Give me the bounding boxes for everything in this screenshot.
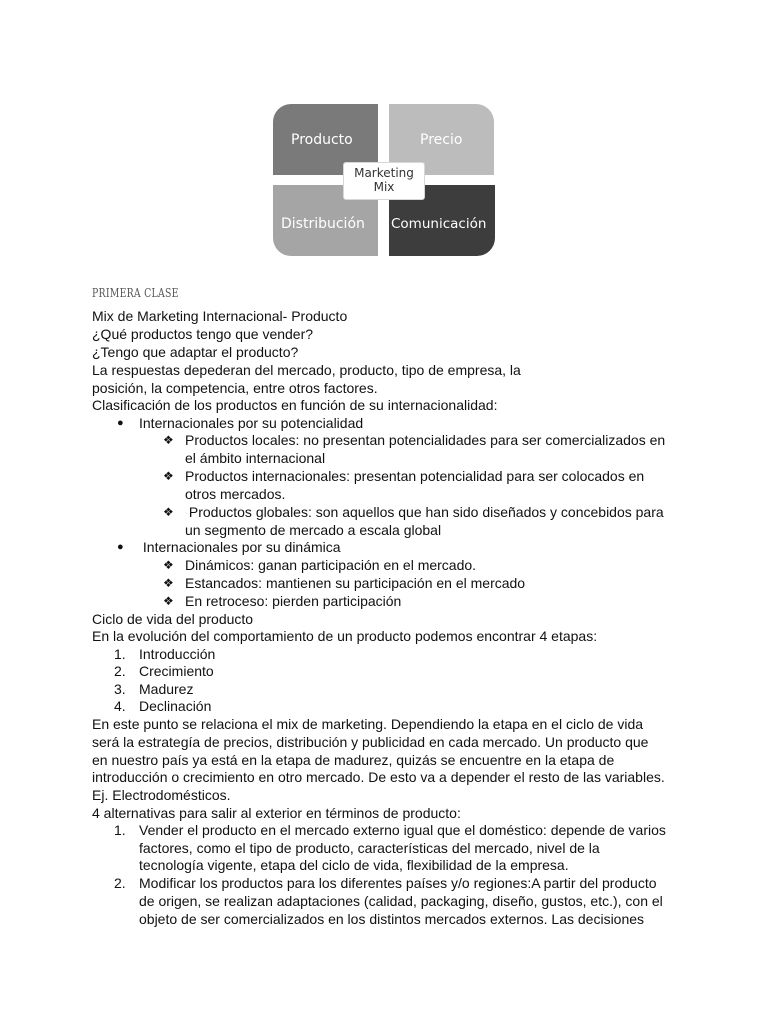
sub-item-line: En retroceso: pierden participación [185, 593, 402, 609]
alternative-line: factores, como el tipo de producto, características del mercado, nivel de la [139, 840, 600, 856]
alternative-line: objeto de ser comercializados en los distintos mercados externos. Las decisiones [139, 911, 645, 927]
sub-item-line: Productos internacionales: presentan potencialidad para ser colocados en [185, 468, 645, 484]
bullet-diamond: ❖ [163, 594, 174, 608]
paragraph-line: En este punto se relaciona el mix de marketing. Dependiendo la etapa en el ciclo de vida [92, 716, 644, 732]
list-number: 2. [114, 875, 126, 891]
sub-item-line: Productos locales: no presentan potencialidades para ser comercializados en [185, 432, 666, 448]
center-line: Marketing [354, 166, 414, 180]
alternative-line: de origen, se realizan adaptaciones (calidad, packaging, diseño, gustos, etc.), con el [139, 893, 663, 909]
quadrant-label: Distribución [281, 216, 365, 232]
paragraph-line: Ej. Electrodomésticos. [92, 787, 231, 803]
list-number: 1. [114, 822, 126, 838]
intro-line: posición, la competencia, entre otros factores. [92, 380, 378, 396]
alternative-line: Modificar los productos para los diferentes países y/o regiones:A partir del producto [139, 875, 657, 891]
alternative-line: Vender el producto en el mercado externo igual que el doméstico: depende de varios [139, 822, 666, 838]
list-number: 4. [114, 698, 126, 714]
bullet-diamond: ❖ [163, 505, 174, 519]
intro-line: Mix de Marketing Internacional- Producto [92, 308, 348, 324]
paragraph-line: será la estrategía de precios, distribución y publicidad en cada mercado. Un producto que [92, 734, 649, 750]
list-item-title: Internacionales por su potencialidad [139, 415, 364, 431]
sub-item-line: Dinámicos: ganan participación en el mercado. [185, 557, 477, 573]
sub-item-line: otros mercados. [185, 486, 286, 502]
list-number: 2. [114, 663, 126, 679]
paragraph-line: 4 alternativas para salir al exterior en términos de producto: [92, 805, 461, 821]
stage-item: Declinación [139, 698, 212, 714]
bullet-diamond: ❖ [163, 433, 174, 447]
list-number: 3. [114, 681, 126, 697]
section-title: Ciclo de vida del producto [92, 611, 254, 627]
stage-item: Introducción [139, 646, 216, 662]
intro-line: La respuestas depederan del mercado, producto, tipo de empresa, la [92, 362, 521, 378]
alternative-line: tecnología vigente, etapa del ciclo de vida, flexibilidad de la empresa. [139, 857, 569, 873]
center-line: Mix [373, 180, 395, 194]
marketing-mix-graphic [273, 104, 495, 257]
bullet-diamond: ❖ [163, 558, 174, 572]
bullet-dot: ● [117, 541, 124, 553]
bullet-diamond: ❖ [163, 469, 174, 483]
sub-item-line: el ámbito internacional [185, 450, 326, 466]
bullet-dot: ● [117, 417, 124, 429]
quadrant-label: Precio [420, 132, 463, 148]
sub-item-line: Productos globales: son aquellos que han sido diseñados y concebidos para [185, 504, 664, 520]
bullet-diamond: ❖ [163, 576, 174, 590]
paragraph-line: En la evolución del comportamiento de un producto podemos encontrar 4 etapas: [92, 628, 598, 644]
stage-item: Crecimiento [139, 663, 214, 679]
marketing-mix-center-label [343, 162, 425, 200]
paragraph-line: introducción o crecimiento en otro mercado. De esto va a depender el resto de las variables. [92, 769, 665, 785]
section-heading: PRIMERA CLASE [92, 286, 179, 300]
intro-line: ¿Qué productos tengo que vender? [92, 326, 314, 342]
sub-item-line: Estancados: mantienen su participación en el mercado [185, 575, 526, 591]
list-number: 1. [114, 646, 126, 662]
stage-item: Madurez [139, 681, 194, 697]
sub-item-line: un segmento de mercado a escala global [185, 522, 442, 538]
quadrant-label: Comunicación [391, 216, 487, 232]
intro-line: ¿Tengo que adaptar el producto? [92, 344, 299, 360]
paragraph-line: en nuestro país ya está en la etapa de madurez, quizás se encuentre en la etapa de [92, 752, 615, 768]
quadrant-label: Producto [291, 132, 353, 148]
intro-line: Clasificación de los productos en función de su internacionalidad: [92, 397, 498, 413]
list-item-title: Internacionales por su dinámica [139, 539, 341, 555]
